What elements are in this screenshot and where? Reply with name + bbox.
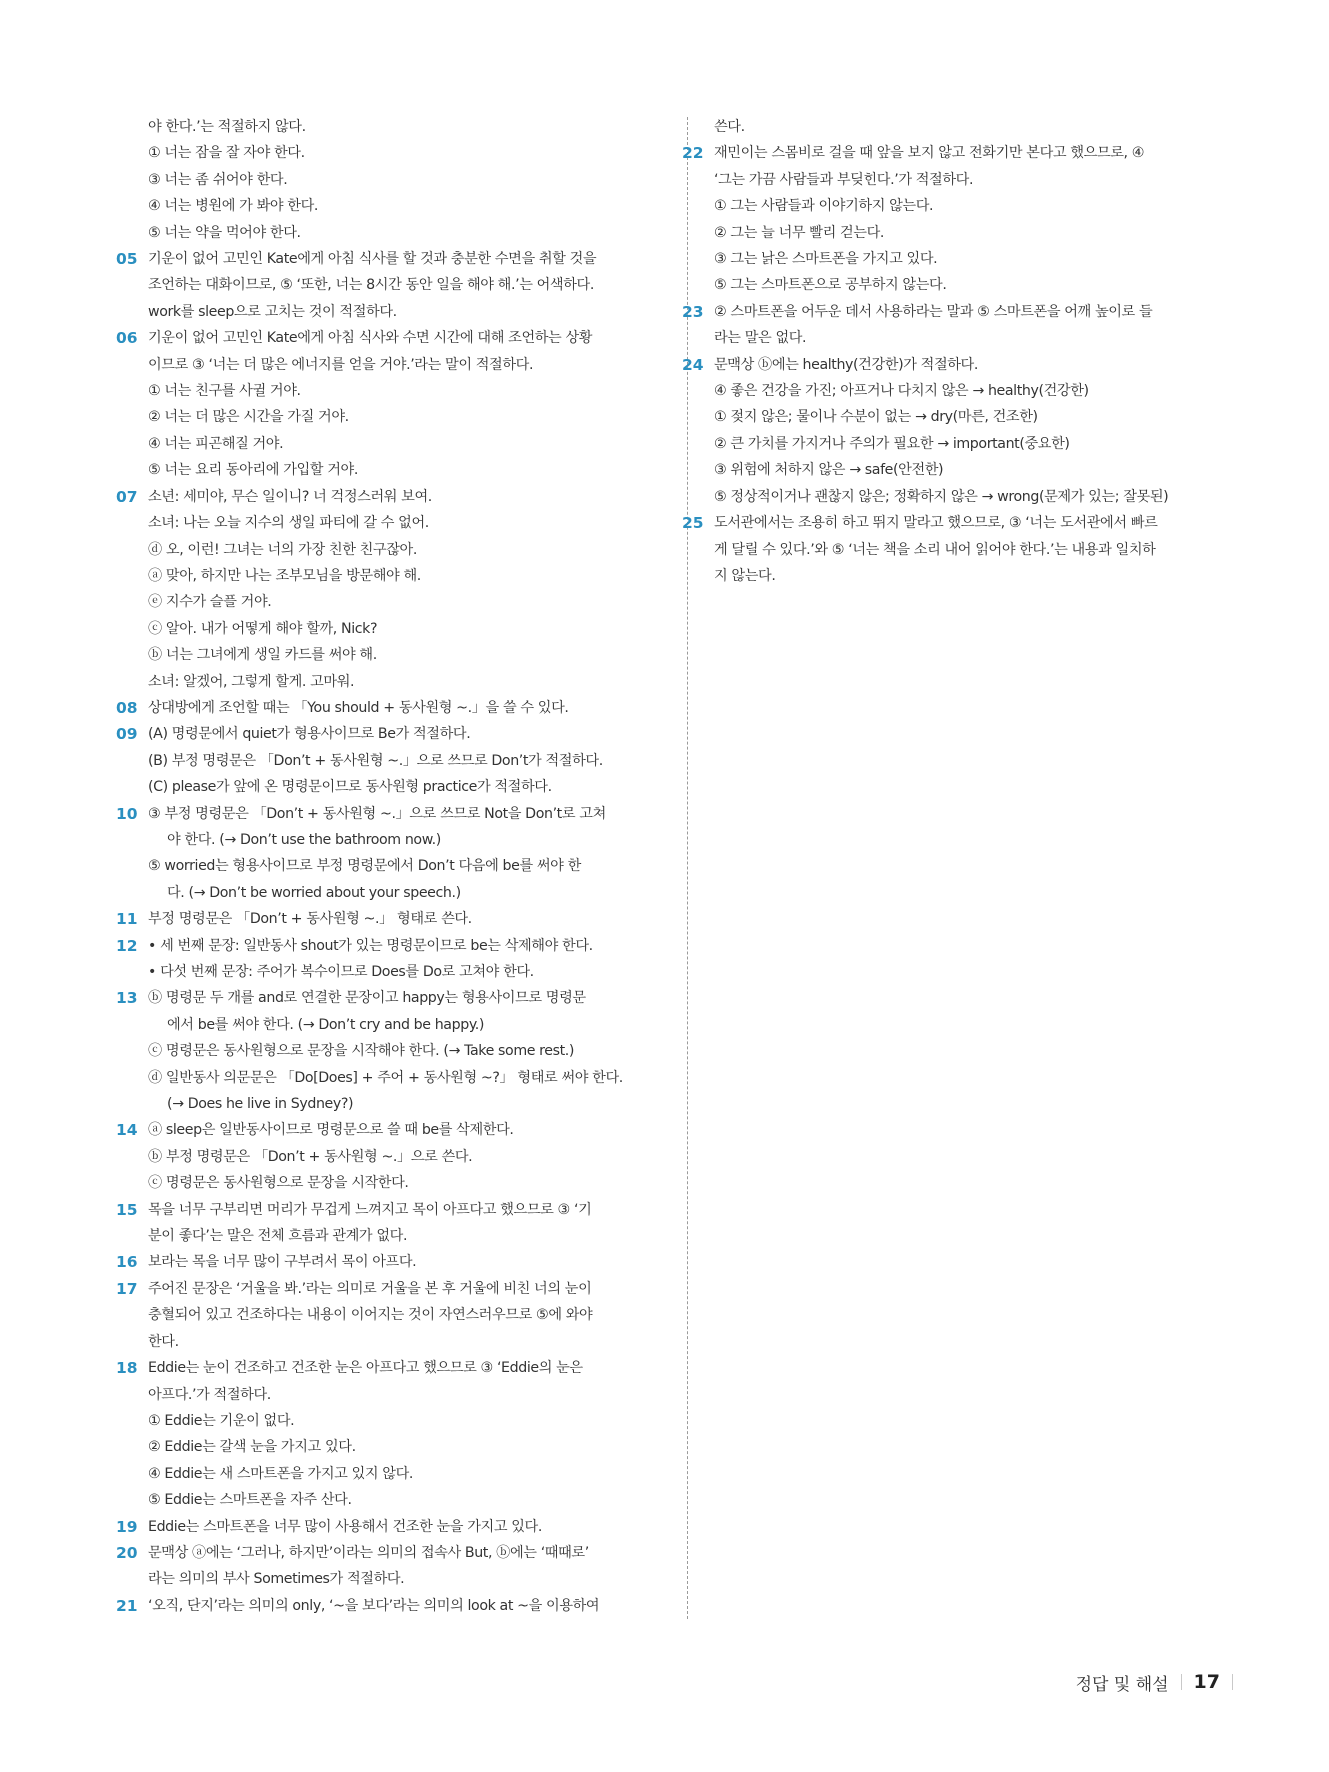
item-number: 10 <box>116 804 138 823</box>
explanation-line: 쓴다. <box>714 119 745 135</box>
answer-item <box>116 1514 658 1540</box>
explanation-line: 지 않는다. <box>714 567 776 584</box>
explanation-line: ⑤ 너는 약을 먹어야 한다. <box>148 224 301 241</box>
answer-item <box>116 246 658 325</box>
answer-item <box>116 1249 658 1275</box>
explanation-line: ⓑ 명령문 두 개를 and로 연결한 문장이고 happy는 형용사이므로 명령문 <box>148 990 586 1007</box>
explanation-line: ③ 그는 낡은 스마트폰을 가지고 있다. <box>714 251 938 268</box>
item-number: 08 <box>116 698 138 717</box>
item-number: 06 <box>116 329 138 348</box>
answer-item <box>116 695 658 721</box>
answer-item <box>682 352 1234 510</box>
explanation-line: ⓒ 명령문은 동사원형으로 문장을 시작해야 한다. (→ Take some rest.) <box>148 1043 575 1060</box>
item-number: 13 <box>116 989 138 1008</box>
explanation-line: ③ 위험에 처하지 않은 → safe(안전한) <box>714 462 944 479</box>
explanation-line: (A) 명령문에서 quiet가 형용사이므로 Be가 적절하다. <box>148 726 471 743</box>
explanation-line: 소녀: 알겠어, 그렇게 할게. 고마워. <box>148 673 355 690</box>
item-number: 21 <box>116 1596 138 1615</box>
item-number: 05 <box>116 250 138 269</box>
answer-item <box>116 484 658 695</box>
answer-item <box>116 985 658 1117</box>
footer-label: 정답 및 해설 <box>1075 1674 1169 1695</box>
answer-item <box>116 1593 658 1619</box>
explanation-line: ⓒ 알아. 내가 어떻게 해야 할까, Nick? <box>148 620 378 637</box>
explanation-line: 보라는 목을 너무 많이 구부려서 목이 아프다. <box>148 1254 417 1271</box>
answer-item <box>116 933 658 986</box>
item-number: 22 <box>682 144 704 163</box>
left-column <box>116 114 658 1619</box>
explanation-line: ⑤ 너는 요리 동아리에 가입할 거야. <box>148 462 358 479</box>
explanation-line: (B) 부정 명령문은 「Don’t + 동사원형 ~.」으로 쓰므로 Don’t가 적절하다. <box>148 752 603 769</box>
right-column <box>682 114 1234 589</box>
answer-item <box>116 1540 658 1593</box>
item-number: 11 <box>116 910 138 929</box>
page-footer <box>1076 1668 1233 1696</box>
explanation-line: (C) please가 앞에 온 명령문이므로 동사원형 practice가 적절하다. <box>148 779 552 796</box>
explanation-line: 소년: 세미야, 무슨 일이니? 너 걱정스러워 보여. <box>148 488 432 505</box>
footer-separator <box>1181 1674 1182 1690</box>
explanation-line: ① Eddie는 기운이 없다. <box>148 1412 295 1429</box>
explanation-line: ⓓ 일반동사 의문문은 「Do[Does] + 주어 + 동사원형 ~?」 형태로 써야 한다. <box>148 1069 623 1086</box>
explanation-line: 게 달릴 수 있다.’와 ⑤ ‘너는 책을 소리 내어 읽어야 한다.’는 내용과 일치하 <box>714 541 1156 558</box>
answer-item <box>116 1117 658 1196</box>
page-number: 17 <box>1193 1671 1220 1693</box>
explanation-line: 이므로 ③ ‘너는 더 많은 에너지를 얻을 거야.’라는 말이 적절하다. <box>148 356 534 373</box>
item-number: 17 <box>116 1279 138 1298</box>
explanation-line: (→ Does he live in Sydney?) <box>167 1096 354 1113</box>
explanation-line: ⓒ 명령문은 동사원형으로 문장을 시작한다. <box>148 1175 409 1192</box>
explanation-line: ① 젖지 않은; 물이나 수분이 없는 → dry(마른, 건조한) <box>714 409 1038 426</box>
item-number: 07 <box>116 487 138 506</box>
answer-item <box>714 114 1234 140</box>
item-number: 15 <box>116 1200 138 1219</box>
item-number: 25 <box>682 514 704 533</box>
explanation-line: ④ Eddie는 새 스마트폰을 가지고 있지 않다. <box>148 1465 414 1482</box>
answer-item <box>116 1276 658 1355</box>
explanation-line: • 세 번째 문장: 일반동사 shout가 있는 명령문이므로 be는 삭제해야 한다. <box>148 937 593 954</box>
item-number: 14 <box>116 1121 138 1140</box>
answer-item <box>116 1355 658 1513</box>
answer-item <box>682 510 1234 589</box>
explanation-line: ③ 너는 좀 쉬어야 한다. <box>148 171 288 188</box>
explanation-line: 충혈되어 있고 건조하다는 내용이 이어지는 것이 자연스러우므로 ⑤에 와야 <box>148 1307 593 1324</box>
explanation-line: ① 너는 잠을 잘 자야 한다. <box>148 145 305 162</box>
answer-item <box>116 721 658 800</box>
explanation-line: ② 스마트폰을 어두운 데서 사용하라는 말과 ⑤ 스마트폰을 어깨 높이로 들 <box>714 303 1153 320</box>
explanation-line: 문맥상 ⓑ에는 healthy(건강한)가 적절하다. <box>714 356 978 373</box>
explanation-line: ⑤ 그는 스마트폰으로 공부하지 않는다. <box>714 277 947 294</box>
answer-item <box>116 906 658 932</box>
explanation-line: ① 그는 사람들과 이야기하지 않는다. <box>714 198 934 215</box>
answer-item <box>116 1197 658 1250</box>
item-number: 16 <box>116 1253 138 1272</box>
explanation-line: 재민이는 스몸비로 걸을 때 앞을 보지 않고 전화기만 본다고 했으므로, ④ <box>714 145 1145 162</box>
explanation-line: ④ 너는 피곤해질 거야. <box>148 435 284 452</box>
item-number: 19 <box>116 1517 138 1536</box>
explanation-line: ④ 너는 병원에 가 봐야 한다. <box>148 198 319 215</box>
explanation-line: ⑤ Eddie는 스마트폰을 자주 산다. <box>148 1492 352 1509</box>
explanation-line: ① 너는 친구를 사귈 거야. <box>148 383 301 400</box>
explanation-line: work를 sleep으로 고치는 것이 적절하다. <box>148 303 397 320</box>
explanation-line: ⑤ 정상적이거나 괜찮지 않은; 정확하지 않은 → wrong(문제가 있는; 잘못된) <box>714 488 1169 505</box>
explanation-line: 에서 be를 써야 한다. (→ Don’t cry and be happy.) <box>167 1016 485 1033</box>
explanation-line: ⑤ worried는 형용사이므로 부정 명령문에서 Don’t 다음에 be를 써야 한 <box>148 858 581 875</box>
item-number: 23 <box>682 302 704 321</box>
column-divider <box>687 117 688 1619</box>
explanation-line: Eddie는 스마트폰을 너무 많이 사용해서 건조한 눈을 가지고 있다. <box>148 1518 542 1535</box>
explanation-line: 문맥상 ⓐ에는 ‘그러나, 하지만’이라는 의미의 접속사 But, ⓑ에는 ‘때때로’ <box>148 1544 589 1561</box>
explanation-line: ② 큰 가치를 가지거나 주의가 필요한 → important(중요한) <box>714 435 1070 452</box>
explanation-line: 상대방에게 조언할 때는 「You should + 동사원형 ~.」을 쓸 수 있다. <box>148 699 569 716</box>
explanation-line: 아프다.’가 적절하다. <box>148 1386 271 1403</box>
explanation-line: ⓐ sleep은 일반동사이므로 명령문으로 쓸 때 be를 삭제한다. <box>148 1122 514 1139</box>
explanation-line: ② 너는 더 많은 시간을 가질 거야. <box>148 409 349 426</box>
explanation-line: ⓐ 맞아, 하지만 나는 조부모님을 방문해야 해. <box>148 567 421 584</box>
explanation-line: 기운이 없어 고민인 Kate에게 아침 식사와 수면 시간에 대해 조언하는 상황 <box>148 330 593 347</box>
explanation-line: 야 한다.’는 적절하지 않다. <box>148 119 306 135</box>
explanation-line: 소녀: 나는 오늘 지수의 생일 파티에 갈 수 없어. <box>148 515 429 532</box>
explanation-line: 주어진 문장은 ‘거울을 봐.’라는 의미로 거울을 본 후 거울에 비친 너의 눈이 <box>148 1280 592 1297</box>
explanation-line: ‘오직, 단지’라는 의미의 only, ‘~을 보다’라는 의미의 look at ~을 이용하여 <box>148 1597 600 1614</box>
explanation-line: ‘그는 가끔 사람들과 부딪힌다.’가 적절하다. <box>714 171 974 188</box>
explanation-line: 도서관에서는 조용히 하고 뛰지 말라고 했으므로, ③ ‘너는 도서관에서 빠르 <box>714 515 1158 532</box>
explanation-line: 분이 좋다’는 말은 전체 흐름과 관계가 없다. <box>148 1228 408 1245</box>
explanation-line: Eddie는 눈이 건조하고 건조한 눈은 아프다고 했으므로 ③ ‘Eddie의 눈은 <box>148 1360 583 1377</box>
explanation-line: ⓔ 지수가 슬플 거야. <box>148 594 272 611</box>
explanation-line: ⓑ 너는 그녀에게 생일 카드를 써야 해. <box>148 647 377 664</box>
explanation-line: • 다섯 번째 문장: 주어가 복수이므로 Does를 Do로 고쳐야 한다. <box>148 964 534 980</box>
explanation-line: 다. (→ Don’t be worried about your speech.) <box>167 884 461 901</box>
item-number: 24 <box>682 355 704 374</box>
explanation-line: 부정 명령문은 「Don’t + 동사원형 ~.」 형태로 쓴다. <box>148 911 472 928</box>
explanation-line: 한다. <box>148 1333 179 1350</box>
item-number: 12 <box>116 936 138 955</box>
answer-item <box>682 140 1234 298</box>
explanation-line: 라는 의미의 부사 Sometimes가 적절하다. <box>148 1571 405 1588</box>
explanation-line: ③ 부정 명령문은 「Don’t + 동사원형 ~.」으로 쓰므로 Not을 Don’t로 고쳐 <box>148 805 606 822</box>
answer-item <box>116 801 658 907</box>
explanation-line: ④ 좋은 건강을 가진; 아프거나 다치지 않은 → healthy(건강한) <box>714 383 1089 400</box>
explanation-line: 조언하는 대화이므로, ⑤ ‘또한, 너는 8시간 동안 일을 해야 해.’는 어색하다. <box>148 277 594 294</box>
explanation-line: 목을 너무 구부리면 머리가 무겁게 느껴지고 목이 아프다고 했으므로 ③ ‘기 <box>148 1201 592 1218</box>
answer-item <box>116 325 658 483</box>
item-number: 20 <box>116 1543 138 1562</box>
explanation-line: ⓓ 오, 이런! 그녀는 너의 가장 친한 친구잖아. <box>148 541 417 558</box>
explanation-line: ⓑ 부정 명령문은 「Don’t + 동사원형 ~.」으로 쓴다. <box>148 1148 473 1165</box>
explanation-line: ② Eddie는 갈색 눈을 가지고 있다. <box>148 1439 356 1456</box>
answer-item <box>682 299 1234 352</box>
explanation-line: 라는 말은 없다. <box>714 330 807 347</box>
explanation-line: 기운이 없어 고민인 Kate에게 아침 식사를 할 것과 충분한 수면을 취할 것을 <box>148 251 597 268</box>
answer-item <box>148 114 658 246</box>
item-number: 18 <box>116 1359 138 1378</box>
explanation-line: 야 한다. (→ Don’t use the bathroom now.) <box>167 831 441 848</box>
item-number: 09 <box>116 725 138 744</box>
explanation-line: ② 그는 늘 너무 빨리 걷는다. <box>714 224 885 241</box>
footer-separator-end <box>1232 1674 1233 1690</box>
